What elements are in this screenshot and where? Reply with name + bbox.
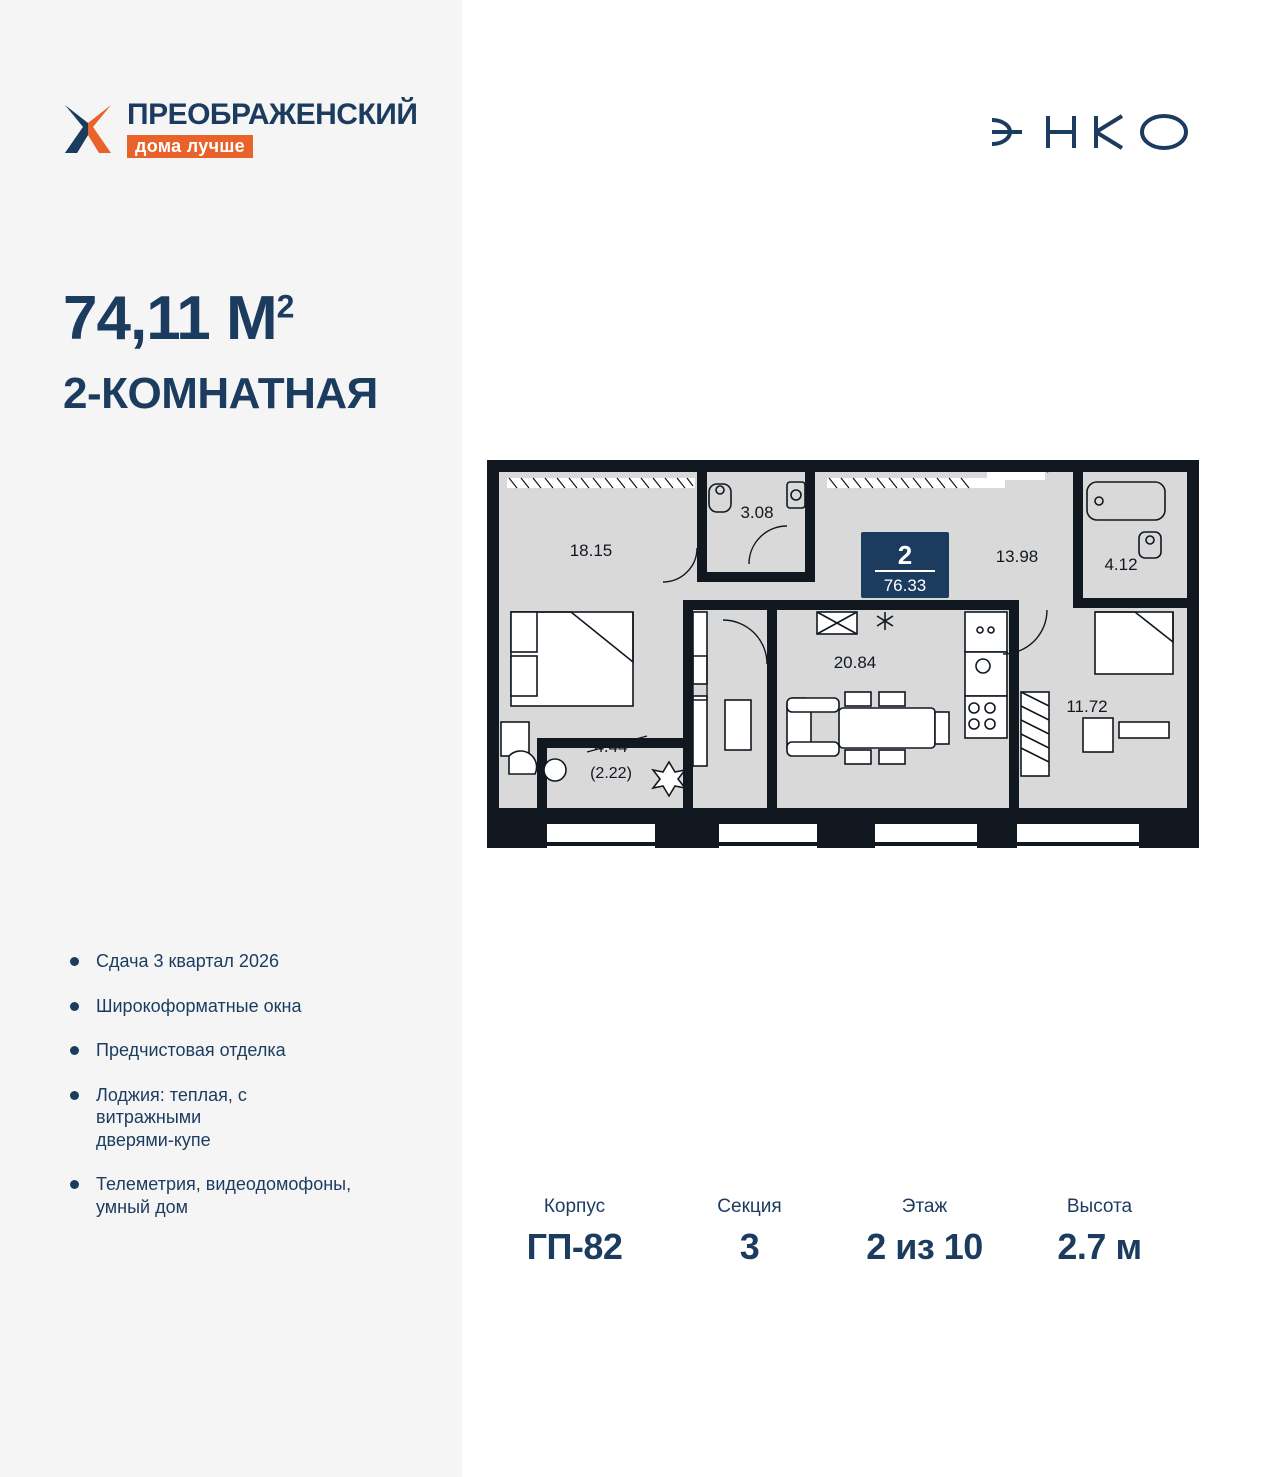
brand-logo (63, 100, 417, 158)
room-area-loggia-reduced: (2.22) (590, 765, 632, 782)
spec-value: 2 из 10 (866, 1226, 983, 1267)
spec-section (662, 1196, 837, 1268)
butterfly-logo-icon (63, 101, 113, 157)
room-area-hall: 13.98 (995, 547, 1039, 566)
brand-name: ПРЕОБРАЖЕНСКИЙ (127, 98, 418, 131)
room-area-bathroom-right: 4.12 (1104, 555, 1138, 574)
spec-label: Секция (717, 1196, 782, 1217)
spec-label: Высота (1066, 1196, 1133, 1217)
spec-value: ГП-82 (526, 1226, 623, 1267)
spec-building (487, 1196, 662, 1268)
bullet-icon (70, 1091, 79, 1100)
bullet-icon (70, 1046, 79, 1055)
room-area-bedroom-right: 11.72 (1066, 697, 1108, 716)
feature-item (66, 1084, 256, 1152)
feature-text: Широкоформатные окна (96, 995, 302, 1016)
spec-value: 3 (739, 1226, 760, 1267)
area-value (63, 284, 378, 353)
area-number: 74,11 М (63, 284, 277, 353)
sidebar (0, 0, 462, 1477)
svg-text:2: 2 (897, 540, 913, 570)
feature-item (66, 1173, 356, 1218)
floor-plan-drawing (487, 460, 1199, 870)
features-list (66, 950, 396, 1240)
feature-item (66, 950, 396, 973)
room-area-bedroom-left: 18.15 (569, 541, 613, 560)
brand-slogan: дома лучше (127, 135, 253, 158)
rooms-label: 2-КОМНАТНАЯ (63, 369, 378, 418)
spec-height (1012, 1196, 1187, 1268)
feature-text: Предчистовая отделка (96, 1040, 286, 1060)
spec-label: Этаж (901, 1196, 948, 1217)
developer-logo (986, 106, 1196, 158)
spec-label: Корпус (543, 1196, 606, 1217)
area-summary (63, 284, 378, 418)
bullet-icon (70, 1002, 79, 1011)
svg-text:76.33: 76.33 (883, 576, 927, 595)
room-area-loggia: 4.44 (594, 737, 628, 756)
feature-text: Сдача 3 квартал 2026 (96, 951, 279, 971)
feature-item (66, 1039, 396, 1062)
room-area-bathroom-small: 3.08 (740, 503, 774, 522)
area-unit-exponent: 2 (276, 288, 294, 325)
feature-text: Лоджия: теплая, с витражными дверями-купе (96, 1084, 247, 1150)
feature-item (66, 995, 396, 1018)
spec-floor (837, 1196, 1012, 1268)
room-area-living-kitchen: 20.84 (833, 653, 877, 672)
bullet-icon (70, 957, 79, 966)
feature-text: Телеметрия, видеодомофоны, умный дом (96, 1174, 352, 1217)
plan-badge (861, 532, 949, 598)
spec-value: 2.7 м (1057, 1226, 1142, 1267)
bullet-icon (70, 1180, 79, 1189)
specs-row (487, 1196, 1187, 1268)
